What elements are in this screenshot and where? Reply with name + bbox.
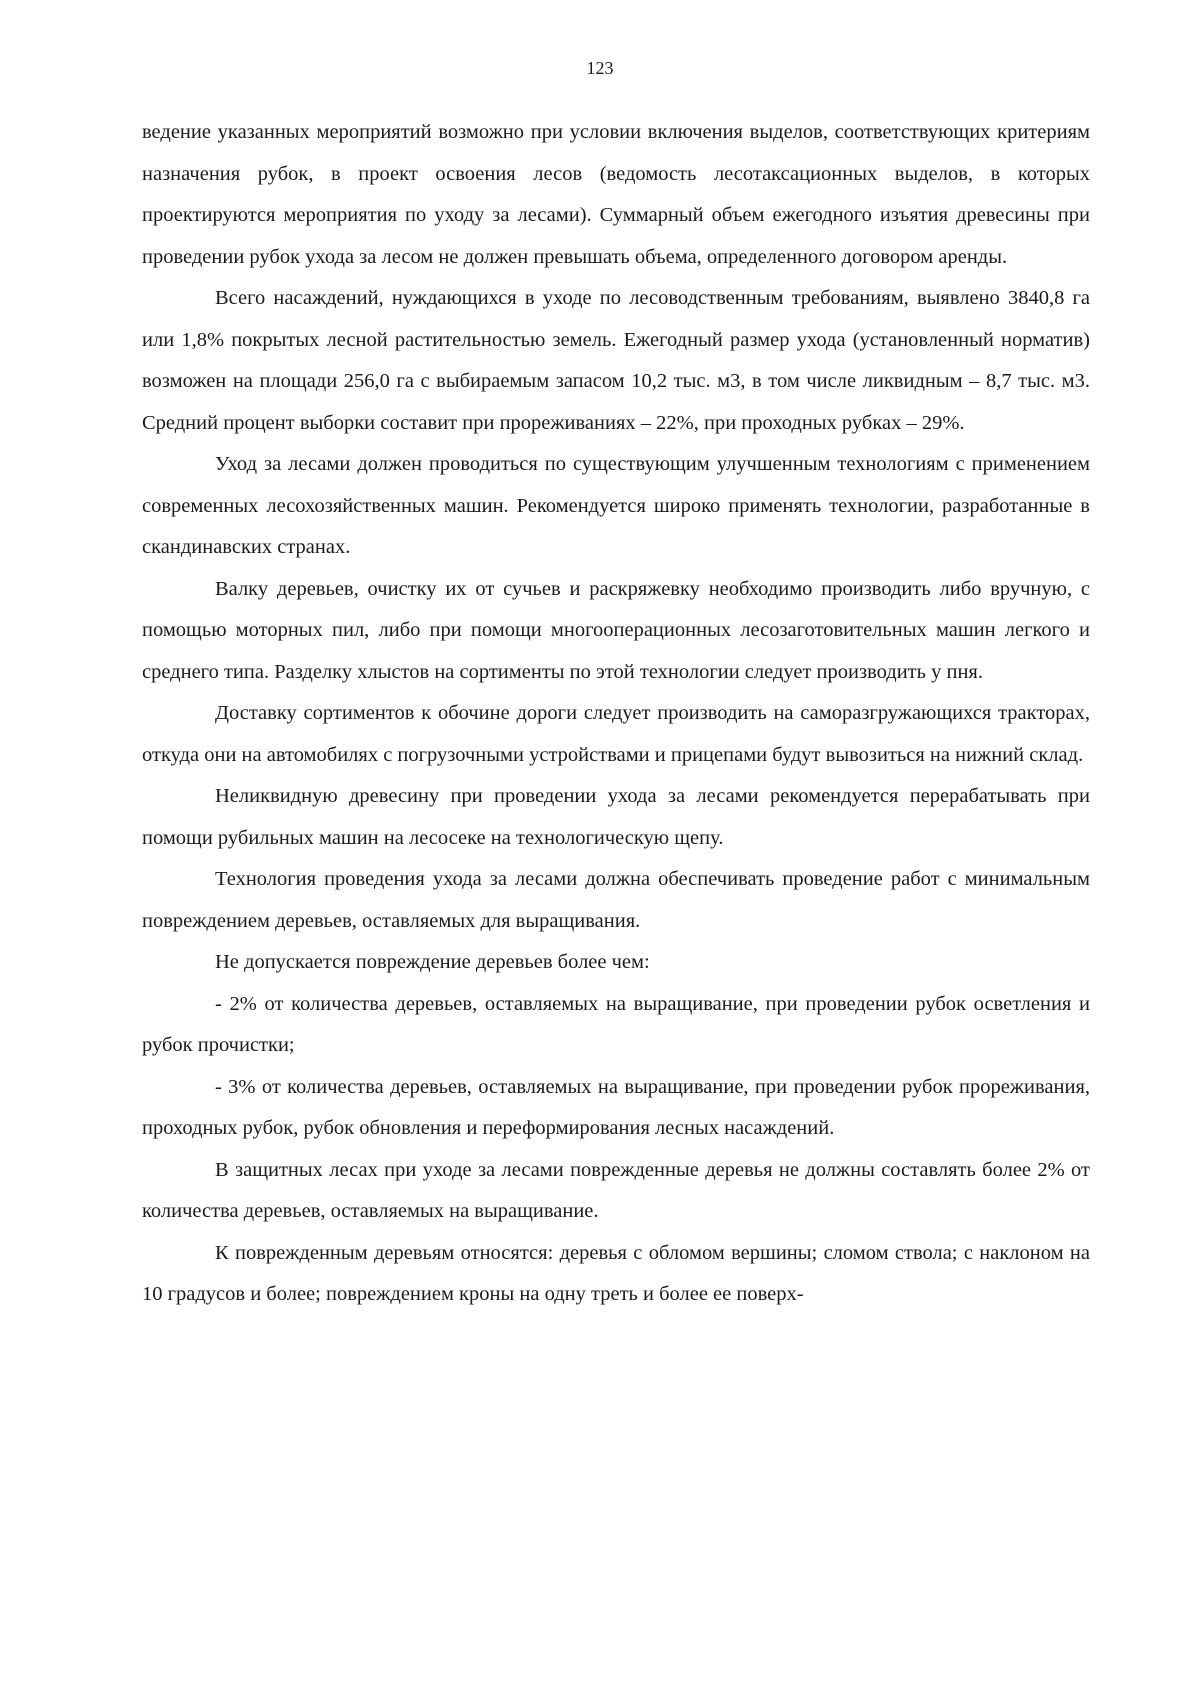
paragraph: К поврежденным деревьям относятся: деревья с обломом вершины; сломом ствола; с наклоном на 10 градусов и более; повреждением кроны на одну треть и более ее поверх- — [142, 1241, 1090, 1305]
page-number: 123 — [586, 58, 614, 78]
paragraph: В защитных лесах при уходе за лесами поврежденные деревья не должны составлять более 2% от количества деревьев, оставляемых на выращивание. — [142, 1158, 1090, 1222]
paragraph: Технология проведения ухода за лесами должна обеспечивать проведение работ с минимальным повреждением деревьев, оставляемых для выращивания. — [142, 868, 1090, 932]
paragraph: Не допускается повреждение деревьев более чем: — [215, 951, 650, 973]
paragraph: Валку деревьев, очистку их от сучьев и раскряжевку необходимо производить либо вручную, с помощью моторных пил, либо при помощи многооперационных лесозаготовительных машин легкого и среднего типа. Разделку хлыстов на сортименты по этой технологии следует производить у пня. — [142, 577, 1090, 683]
paragraph: Доставку сортиментов к обочине дороги следует производить на саморазгружающихся тракторах, откуда они на автомобилях с погрузочными устройствами и прицепами будут вывозиться на нижний склад. — [142, 702, 1090, 766]
list-item: - 2% от количества деревьев, оставляемых на выращивание, при проведении рубок осветления и рубок прочистки; — [142, 992, 1090, 1056]
paragraph: ведение указанных мероприятий возможно при условии включения выделов, соответствующих критериям назначения рубок, в проект освоения лесов (ведомость лесотаксационных выделов, в которых проектируются мероприятия по уходу за лесами). Суммарный объем ежегодного изъятия древесины при проведении рубок ухода за лесом не должен превышать объема, определенного договором аренды. — [142, 121, 1090, 268]
body-text — [142, 112, 1090, 1316]
paragraph: Уход за лесами должен проводиться по существующим улучшенным технологиям с применением современных лесохозяйственных машин. Рекомендуется широко применять технологии, разработанные в скандинавских странах. — [142, 453, 1090, 558]
list-item: - 3% от количества деревьев, оставляемых на выращивание, при проведении рубок прореживания, проходных рубок, рубок обновления и переформирования лесных насаждений. — [142, 1075, 1090, 1139]
paragraph: Неликвидную древесину при проведении ухода за лесами рекомендуется перерабатывать при помощи рубильных машин на лесосеке на технологическую щепу. — [142, 785, 1090, 849]
paragraph: Всего насаждений, нуждающихся в уходе по лесоводственным требованиям, выявлено 3840,8 га или 1,8% покрытых лесной растительностью земель. Ежегодный размер ухода (установленный норматив) возможен на площади 256,0 га с выбираемым запасом 10,2 тыс. м3, в том числе ликвидным – 8,7 тыс. м3. Средний процент выборки составит при прореживаниях – 22%, при проходных рубках – 29%. — [142, 287, 1090, 434]
